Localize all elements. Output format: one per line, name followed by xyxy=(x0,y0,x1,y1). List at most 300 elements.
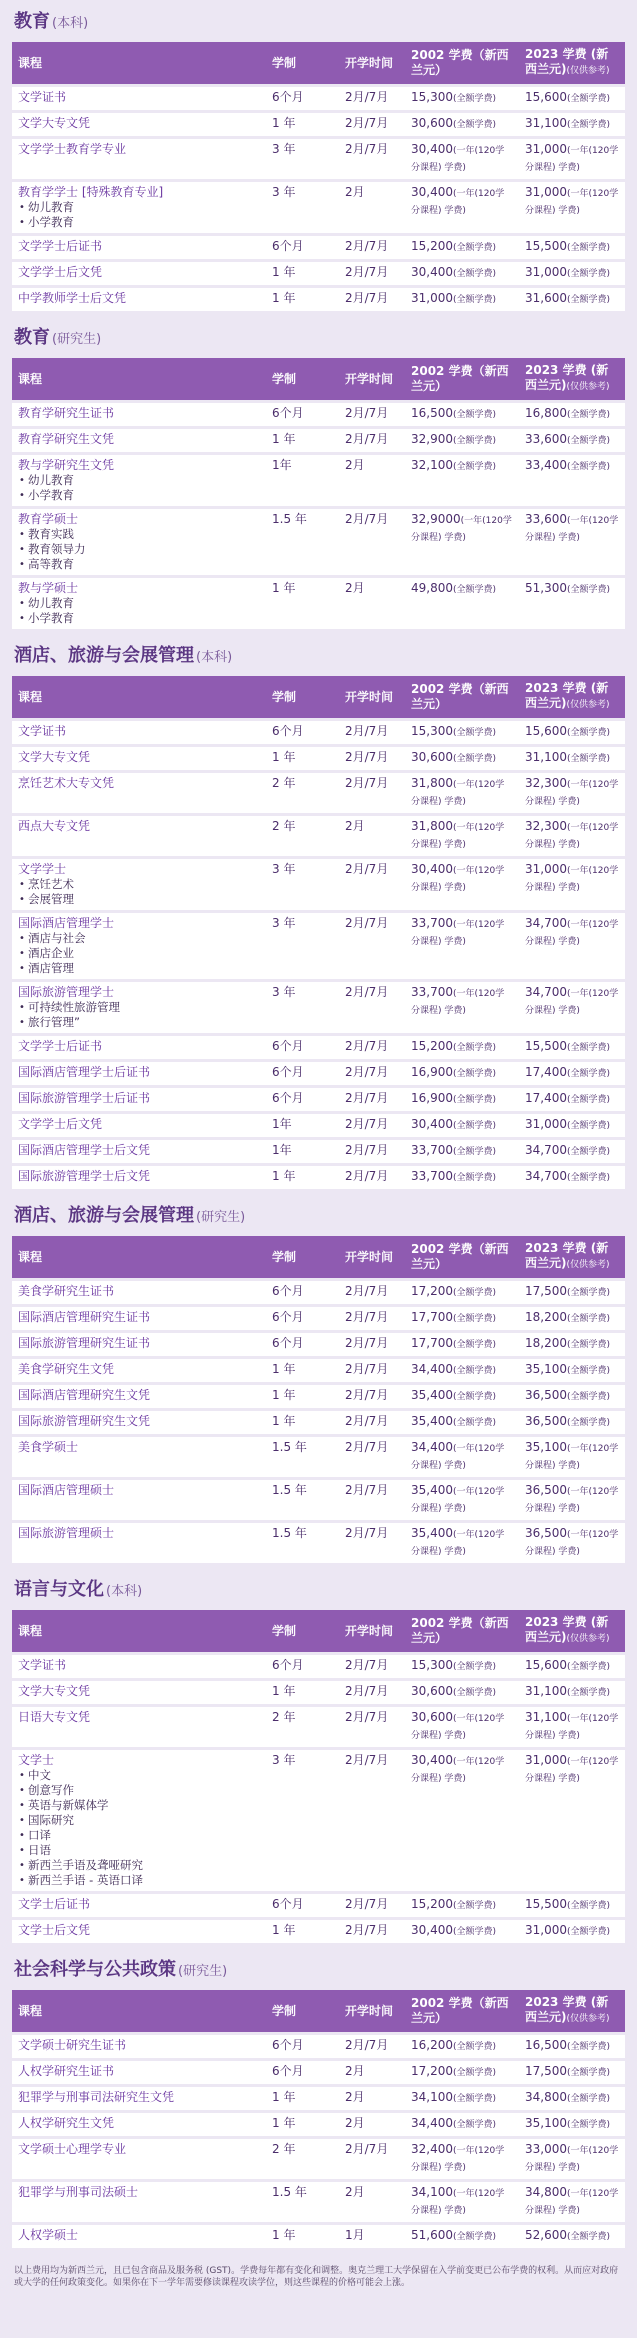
fee-2002-cell xyxy=(405,509,519,575)
fee-2002-note: (全额学费) xyxy=(453,1314,497,1324)
fee-2002-amount: 33,700 xyxy=(411,1169,453,1183)
fee-2002-note: (一年(120学分课程) 学费) xyxy=(411,989,505,1016)
table-row xyxy=(12,1281,625,1304)
course-name: 国际旅游管理学士后文凭 xyxy=(18,1169,151,1183)
fee-2002-note: (全额学费) xyxy=(453,243,497,253)
fee-2002-note: (一年(120学分课程) 学费) xyxy=(411,1530,505,1557)
fee-2023-cell xyxy=(519,262,625,285)
fee-2002-note: (全额学费) xyxy=(453,585,497,595)
intake-cell: 2月/7月 xyxy=(345,1310,389,1324)
fee-2023-note: (全额学费) xyxy=(567,2042,611,2052)
course-name: 教与学研究生文凭 xyxy=(18,458,115,472)
fee-2023-cell xyxy=(519,1523,625,1563)
intake-cell: 2月/7月 xyxy=(345,1143,389,1157)
fee-2023-note: (一年(120学分课程) 学费) xyxy=(525,1714,619,1741)
duration-cell: 1年 xyxy=(272,1117,292,1131)
course-cell xyxy=(12,236,266,259)
fee-2002-amount: 15,200 xyxy=(411,1897,453,1911)
table-row xyxy=(12,2225,625,2248)
fee-2002-amount: 17,200 xyxy=(411,1284,453,1298)
intake-cell: 2月/7月 xyxy=(345,1658,389,1672)
fee-2023-cell xyxy=(519,747,625,770)
fee-2002-cell xyxy=(405,1707,519,1747)
intake-cell: 2月 xyxy=(345,2090,365,2104)
course-name: 国际旅游管理学士后证书 xyxy=(18,1091,151,1105)
duration-cell: 1 年 xyxy=(272,2228,296,2242)
header-text: 开学时间 xyxy=(345,1623,394,1638)
fee-2002-amount: 51,600 xyxy=(411,2228,453,2242)
duration-cell: 1.5 年 xyxy=(272,2185,307,2199)
intake-cell: 2月/7月 xyxy=(345,1923,389,1937)
fee-2002-amount: 30,600 xyxy=(411,750,453,764)
header-fee-2002 xyxy=(405,676,519,718)
course-cell xyxy=(12,913,266,979)
header-text: 2002 学费（新西兰元） xyxy=(411,682,509,711)
header-fee-2023 xyxy=(519,42,625,84)
fee-2023-cell xyxy=(519,113,625,136)
course-name: 西点大专文凭 xyxy=(18,819,91,833)
fee-2002-cell xyxy=(405,1333,519,1356)
fee-2002-note: (一年(120学分课程) 学费) xyxy=(411,189,505,216)
fee-2002-note: (一年(120学分课程) 学费) xyxy=(411,1714,505,1741)
fee-2002-cell xyxy=(405,1307,519,1330)
course-cell xyxy=(12,509,266,575)
fee-2023-note: (全额学费) xyxy=(567,1901,611,1911)
fee-2023-amount: 15,600 xyxy=(525,724,567,738)
fee-2002-note: (全额学费) xyxy=(453,1069,497,1079)
intake-cell: 2月/7月 xyxy=(345,1710,389,1724)
duration-cell: 1 年 xyxy=(272,1684,296,1698)
header-fee-2023 xyxy=(519,1236,625,1278)
fee-2002-amount: 34,400 xyxy=(411,2116,453,2130)
fee-2023-note: (全额学费) xyxy=(567,728,611,738)
course-name: 犯罪学与刑事司法硕士 xyxy=(18,2185,139,2199)
fee-2002-cell xyxy=(405,747,519,770)
course-cell xyxy=(12,2087,266,2110)
fee-2023-amount: 18,200 xyxy=(525,1310,567,1324)
fee-2002-cell xyxy=(405,182,519,233)
intake-cell: 2月/7月 xyxy=(345,1039,389,1053)
fee-2023-cell xyxy=(519,1411,625,1434)
fee-2023-cell xyxy=(519,1088,625,1111)
header-reference-note: (仅供参考) xyxy=(566,700,610,710)
intake-cell: 2月/7月 xyxy=(345,1091,389,1105)
course-cell xyxy=(12,859,266,910)
fee-2002-amount: 31,000 xyxy=(411,291,453,305)
fee-2002-note: (全额学费) xyxy=(453,728,497,738)
fee-2023-amount: 33,000 xyxy=(525,2142,567,2156)
duration-cell: 2 年 xyxy=(272,1710,296,1724)
course-cell xyxy=(12,2139,266,2179)
specialization-item: • 教育领导力 xyxy=(18,542,260,557)
header-intake xyxy=(339,1990,405,2032)
fee-2023-cell xyxy=(519,2061,625,2084)
course-name: 国际酒店管理研究生文凭 xyxy=(18,1388,151,1402)
table-row xyxy=(12,113,625,136)
course-cell xyxy=(12,1411,266,1434)
header-text: 学制 xyxy=(272,689,297,704)
duration-cell: 6个月 xyxy=(272,1658,304,1672)
fee-2023-cell xyxy=(519,2035,625,2058)
specialization-item: • 幼儿教育 xyxy=(18,473,260,488)
fee-2002-cell xyxy=(405,1750,519,1891)
fee-2002-cell xyxy=(405,1062,519,1085)
fee-2002-note: (全额学费) xyxy=(453,120,497,130)
fee-2002-amount: 16,200 xyxy=(411,2038,453,2052)
header-text: 2023 学费 (新西兰元) xyxy=(525,1615,609,1644)
table-row xyxy=(12,1750,625,1891)
fee-2002-cell xyxy=(405,2035,519,2058)
table-row xyxy=(12,1681,625,1704)
fee-2002-amount: 34,400 xyxy=(411,1362,453,1376)
table-row xyxy=(12,87,625,110)
fee-2023-amount: 34,700 xyxy=(525,1143,567,1157)
fee-2002-note: (全额学费) xyxy=(453,269,497,279)
fee-2023-amount: 36,500 xyxy=(525,1414,567,1428)
fee-2002-note: (全额学费) xyxy=(453,1288,497,1298)
intake-cell: 2月/7月 xyxy=(345,1117,389,1131)
section xyxy=(12,1202,625,1566)
fee-table xyxy=(12,1607,625,1946)
fee-2023-cell xyxy=(519,1114,625,1137)
intake-cell: 2月/7月 xyxy=(345,724,389,738)
fee-2023-note: (全额学费) xyxy=(567,2094,611,2104)
header-fee-2023 xyxy=(519,1990,625,2032)
duration-cell: 1 年 xyxy=(272,291,296,305)
fee-2023-cell xyxy=(519,2225,625,2248)
fee-2002-note: (全额学费) xyxy=(453,1901,497,1911)
course-cell xyxy=(12,1114,266,1137)
fee-2002-amount: 32,100 xyxy=(411,458,453,472)
section-title-text: 教育 xyxy=(14,11,50,32)
fee-2023-amount: 34,700 xyxy=(525,985,567,999)
fee-2002-note: (全额学费) xyxy=(453,295,497,305)
header-row xyxy=(12,1236,625,1278)
intake-cell: 2月/7月 xyxy=(345,1483,389,1497)
fee-2023-cell xyxy=(519,982,625,1033)
intake-cell: 2月 xyxy=(345,2116,365,2130)
fee-2023-note: (全额学费) xyxy=(567,410,611,420)
fee-2023-note: (全额学费) xyxy=(567,295,611,305)
fee-2002-amount: 30,400 xyxy=(411,185,453,199)
section-title xyxy=(12,1576,625,1603)
duration-cell: 1 年 xyxy=(272,265,296,279)
header-text: 课程 xyxy=(18,371,43,386)
course-cell xyxy=(12,1166,266,1189)
header-text: 课程 xyxy=(18,55,43,70)
fee-2002-amount: 16,900 xyxy=(411,1091,453,1105)
course-cell xyxy=(12,982,266,1033)
fee-2023-amount: 17,400 xyxy=(525,1091,567,1105)
duration-cell: 1 年 xyxy=(272,750,296,764)
specialization-list xyxy=(18,200,260,230)
fee-2002-amount: 33,700 xyxy=(411,916,453,930)
specialization-list xyxy=(18,473,260,503)
fee-2023-note: (全额学费) xyxy=(567,1662,611,1672)
fee-2023-note: (全额学费) xyxy=(567,1043,611,1053)
fee-2023-cell xyxy=(519,429,625,452)
fee-2023-cell xyxy=(519,1140,625,1163)
section-title-text: 语言与文化 xyxy=(14,1579,104,1600)
duration-cell: 6个月 xyxy=(272,1284,304,1298)
duration-cell: 1 年 xyxy=(272,432,296,446)
section-subtitle: (研究生) xyxy=(178,1964,228,1979)
fee-2002-amount: 15,300 xyxy=(411,90,453,104)
table-row xyxy=(12,1385,625,1408)
fee-2023-cell xyxy=(519,773,625,813)
fee-2023-amount: 31,000 xyxy=(525,265,567,279)
fee-2002-note: (全额学费) xyxy=(453,410,497,420)
fee-2023-note: (一年(120学分课程) 学费) xyxy=(525,1757,619,1784)
fee-2002-amount: 30,400 xyxy=(411,1117,453,1131)
course-name: 文学学士后证书 xyxy=(18,1039,103,1053)
table-row xyxy=(12,859,625,910)
fee-2002-cell xyxy=(405,139,519,179)
fee-2002-cell xyxy=(405,1036,519,1059)
fee-2023-amount: 36,500 xyxy=(525,1526,567,1540)
intake-cell: 2月/7月 xyxy=(345,750,389,764)
fee-2002-cell xyxy=(405,1088,519,1111)
fee-2023-cell xyxy=(519,1655,625,1678)
course-name: 文学硕士心理学专业 xyxy=(18,2142,127,2156)
fee-2002-cell xyxy=(405,1655,519,1678)
fee-2023-note: (全额学费) xyxy=(567,1340,611,1350)
intake-cell: 2月/7月 xyxy=(345,1284,389,1298)
fee-2023-note: (全额学费) xyxy=(567,243,611,253)
fee-table xyxy=(12,1233,625,1566)
course-cell xyxy=(12,1307,266,1330)
fee-2002-cell xyxy=(405,1894,519,1917)
fee-2002-cell xyxy=(405,1114,519,1137)
fee-table xyxy=(12,39,625,314)
specialization-item: • 新西兰手语 - 英语口译 xyxy=(18,1873,260,1888)
intake-cell: 2月/7月 xyxy=(345,1065,389,1079)
course-cell xyxy=(12,2113,266,2136)
fee-2023-cell xyxy=(519,182,625,233)
fee-2023-note: (全额学费) xyxy=(567,1392,611,1402)
fee-2023-note: (一年(120学分课程) 学费) xyxy=(525,516,619,543)
duration-cell: 1 年 xyxy=(272,116,296,130)
fee-2023-cell xyxy=(519,1385,625,1408)
fee-2023-amount: 31,100 xyxy=(525,1684,567,1698)
course-name: 日语大专文凭 xyxy=(18,1710,91,1724)
course-name: 国际酒店管理硕士 xyxy=(18,1483,115,1497)
fee-2002-cell xyxy=(405,262,519,285)
fee-2002-note: (全额学费) xyxy=(453,94,497,104)
duration-cell: 3 年 xyxy=(272,142,296,156)
course-cell xyxy=(12,1140,266,1163)
fee-2023-amount: 34,800 xyxy=(525,2185,567,2199)
intake-cell: 2月/7月 xyxy=(345,239,389,253)
header-fee-2002 xyxy=(405,358,519,400)
fee-2023-note: (一年(120学分课程) 学费) xyxy=(525,920,619,947)
fee-2002-note: (一年(120学分课程) 学费) xyxy=(411,823,505,850)
fee-2002-amount: 17,700 xyxy=(411,1336,453,1350)
fee-2023-note: (一年(120学分课程) 学费) xyxy=(525,189,619,216)
course-cell xyxy=(12,1894,266,1917)
fee-2023-cell xyxy=(519,1750,625,1891)
fee-2002-cell xyxy=(405,1359,519,1382)
fee-2023-amount: 35,100 xyxy=(525,1440,567,1454)
fee-2023-note: (全额学费) xyxy=(567,1095,611,1105)
duration-cell: 6个月 xyxy=(272,1065,304,1079)
intake-cell: 2月/7月 xyxy=(345,862,389,876)
table-row xyxy=(12,2182,625,2222)
specialization-list xyxy=(18,527,260,572)
course-cell xyxy=(12,2182,266,2222)
header-text: 2002 学费（新西兰元） xyxy=(411,48,509,77)
fee-2023-amount: 36,500 xyxy=(525,1483,567,1497)
fee-2023-cell xyxy=(519,1062,625,1085)
header-text: 课程 xyxy=(18,689,43,704)
footer-note: 以上费用均为新西兰元，且已包含商品及服务税 (GST)。学费每年都有变化和调整。奥克兰理工大学保留在入学前变更已公布学费的权利。从而应对政府或大学的任何政策变化。如果你在下一学年需要修读课程攻读学位，则这些课程的价格可能会上涨。 xyxy=(14,2266,619,2288)
header-text: 2023 学费 (新西兰元) xyxy=(525,681,609,710)
table-row xyxy=(12,2139,625,2179)
duration-cell: 6个月 xyxy=(272,1310,304,1324)
specialization-item: • 英语与新媒体学 xyxy=(18,1798,260,1813)
duration-cell: 6个月 xyxy=(272,1091,304,1105)
fee-2002-cell xyxy=(405,1437,519,1477)
header-duration xyxy=(266,358,339,400)
header-course xyxy=(12,1610,266,1652)
fee-2023-amount: 34,700 xyxy=(525,1169,567,1183)
duration-cell: 6个月 xyxy=(272,90,304,104)
header-text: 学制 xyxy=(272,2003,297,2018)
table-row xyxy=(12,1088,625,1111)
fee-2023-note: (全额学费) xyxy=(567,462,611,472)
fee-2023-note: (全额学费) xyxy=(567,1688,611,1698)
header-intake xyxy=(339,358,405,400)
fee-2002-note: (一年(120学分课程) 学费) xyxy=(411,2146,505,2173)
fee-2023-amount: 17,500 xyxy=(525,1284,567,1298)
course-name: 犯罪学与刑事司法研究生文凭 xyxy=(18,2090,175,2104)
header-fee-2002 xyxy=(405,1610,519,1652)
fee-2002-amount: 15,200 xyxy=(411,239,453,253)
fee-2023-amount: 15,600 xyxy=(525,1658,567,1672)
header-fee-2023 xyxy=(519,358,625,400)
course-name: 教与学硕士 xyxy=(18,581,79,595)
fee-2002-cell xyxy=(405,982,519,1033)
fee-2023-amount: 51,300 xyxy=(525,581,567,595)
header-row xyxy=(12,358,625,400)
fee-2002-note: (全额学费) xyxy=(453,1392,497,1402)
table-row xyxy=(12,1333,625,1356)
header-text: 开学时间 xyxy=(345,1249,394,1264)
table-row xyxy=(12,2061,625,2084)
course-cell xyxy=(12,1523,266,1563)
section-subtitle: (本科) xyxy=(106,1584,143,1599)
fee-2023-cell xyxy=(519,1307,625,1330)
section-title xyxy=(12,324,625,351)
fee-2002-note: (全额学费) xyxy=(453,1418,497,1428)
course-cell xyxy=(12,1333,266,1356)
fee-2002-cell xyxy=(405,2225,519,2248)
table-row xyxy=(12,1036,625,1059)
header-fee-2023 xyxy=(519,1610,625,1652)
fee-2023-cell xyxy=(519,288,625,311)
header-text: 2002 学费（新西兰元） xyxy=(411,1996,509,2025)
table-row xyxy=(12,1920,625,1943)
fee-2023-cell xyxy=(519,913,625,979)
table-row xyxy=(12,139,625,179)
fee-2023-cell xyxy=(519,859,625,910)
intake-cell: 2月/7月 xyxy=(345,90,389,104)
table-row xyxy=(12,262,625,285)
course-name: 文学大专文凭 xyxy=(18,750,91,764)
fee-2002-note: (全额学费) xyxy=(453,1147,497,1157)
fee-2002-note: (全额学费) xyxy=(453,754,497,764)
duration-cell: 6个月 xyxy=(272,2064,304,2078)
fee-2002-cell xyxy=(405,1385,519,1408)
duration-cell: 1 年 xyxy=(272,1169,296,1183)
fee-2023-cell xyxy=(519,1166,625,1189)
fee-2023-cell xyxy=(519,2113,625,2136)
header-text: 2023 学费 (新西兰元) xyxy=(525,363,609,392)
section-subtitle: (研究生) xyxy=(52,332,102,347)
fee-2023-amount: 31,000 xyxy=(525,142,567,156)
fee-2023-note: (全额学费) xyxy=(567,436,611,446)
header-course xyxy=(12,42,266,84)
fee-2002-cell xyxy=(405,1140,519,1163)
fee-2023-cell xyxy=(519,1036,625,1059)
fee-2002-note: (全额学费) xyxy=(453,1340,497,1350)
fee-2023-note: (全额学费) xyxy=(567,1366,611,1376)
specialization-item: • 口译 xyxy=(18,1828,260,1843)
duration-cell: 1 年 xyxy=(272,2116,296,2130)
fee-2023-amount: 31,100 xyxy=(525,1710,567,1724)
table-row xyxy=(12,1437,625,1477)
fee-2002-note: (全额学费) xyxy=(453,462,497,472)
specialization-list xyxy=(18,877,260,907)
course-name: 人权学硕士 xyxy=(18,2228,79,2242)
table-row xyxy=(12,1411,625,1434)
fee-2002-note: (一年(120学分课程) 学费) xyxy=(411,516,512,543)
table-row xyxy=(12,913,625,979)
course-cell xyxy=(12,1437,266,1477)
specialization-list xyxy=(18,1768,260,1888)
table-row xyxy=(12,1655,625,1678)
header-text: 2002 学费（新西兰元） xyxy=(411,1242,509,1271)
fee-2002-amount: 33,700 xyxy=(411,985,453,999)
fee-2023-amount: 31,000 xyxy=(525,1117,567,1131)
table-row xyxy=(12,455,625,506)
fee-2023-note: (全额学费) xyxy=(567,1288,611,1298)
header-reference-note: (仅供参考) xyxy=(566,1260,610,1270)
fee-2023-cell xyxy=(519,578,625,629)
fee-2002-note: (全额学费) xyxy=(453,2068,497,2078)
fee-2002-cell xyxy=(405,113,519,136)
intake-cell: 2月/7月 xyxy=(345,116,389,130)
course-cell xyxy=(12,721,266,744)
fee-2002-cell xyxy=(405,816,519,856)
duration-cell: 3 年 xyxy=(272,916,296,930)
course-name: 文学学士后证书 xyxy=(18,239,103,253)
course-cell xyxy=(12,2225,266,2248)
header-course xyxy=(12,1990,266,2032)
fee-2002-amount: 33,700 xyxy=(411,1143,453,1157)
duration-cell: 2 年 xyxy=(272,776,296,790)
header-duration xyxy=(266,1990,339,2032)
duration-cell: 3 年 xyxy=(272,985,296,999)
course-name: 人权学研究生证书 xyxy=(18,2064,115,2078)
fee-2023-cell xyxy=(519,1920,625,1943)
duration-cell: 3 年 xyxy=(272,1753,296,1767)
fee-2002-note: (一年(120学分课程) 学费) xyxy=(411,1444,505,1471)
duration-cell: 3 年 xyxy=(272,185,296,199)
fee-2023-note: (全额学费) xyxy=(567,1069,611,1079)
table-row xyxy=(12,1707,625,1747)
course-cell xyxy=(12,1088,266,1111)
